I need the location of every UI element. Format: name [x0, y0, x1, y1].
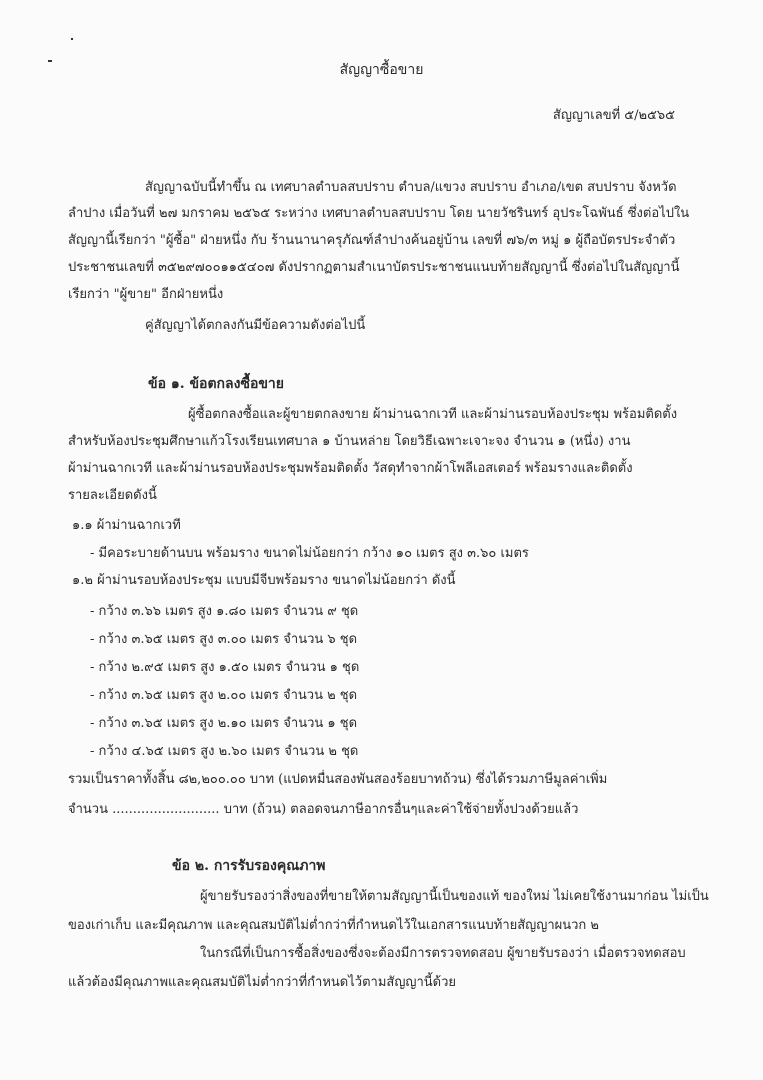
- size-list-item: - กว้าง ๓.๖๖ เมตร สูง ๑.๘๐ เมตร จำนวน ๙ ชุด: [90, 604, 359, 619]
- intro-line: สัญญาฉบับนี้ทำขึ้น ณ เทศบาลตำบลสบปราบ ตำบล/แขวง สบปราบ อำเภอ/เขต สบปราบ จังหวัด: [145, 180, 677, 195]
- section-2-para-line: แล้วต้องมีคุณภาพและคุณสมบัติไม่ต่ำกว่าที่กำหนดไว้ตามสัญญานี้ด้วย: [68, 975, 457, 990]
- intro-line: สัญญานี้เรียกว่า "ผู้ซื้อ" ฝ่ายหนึ่ง กับ ร้านนานาครุภัณฑ์ลำปางค้นอยู่บ้าน เลขที่ ๗๖/๓ หมู่ ๑ ผู้ถือบัตรประจำตัว: [68, 233, 676, 248]
- item-1-1: ๑.๑ ผ้าม่านฉากเวที: [72, 518, 181, 533]
- agreement-line: คู่สัญญาได้ตกลงกันมีข้อความดังต่อไปนี้: [145, 318, 366, 333]
- size-list-item: - กว้าง ๔.๖๕ เมตร สูง ๒.๖๐ เมตร จำนวน ๒ ชุด: [90, 744, 359, 759]
- section-2-para-line: ของเก่าเก็บ และมีคุณภาพ และคุณสมบัติไม่ต่ำกว่าที่กำหนดไว้ในเอกสารแนบท้ายสัญญาผนวก ๒: [68, 918, 600, 933]
- amount-line: จำนวน .......................... บาท (ถ้วน) ตลอดจนภาษีอากรอื่นๆและค่าใช้จ่ายทั้งปวงด้วยแล้ว: [68, 802, 579, 817]
- total-price-line: รวมเป็นราคาทั้งสิ้น ๘๒,๒๐๐.๐๐ บาท (แปดหมื่นสองพันสองร้อยบาทถ้วน) ซึ่งได้รวมภาษีมูลค่าเพิ่ม: [68, 772, 608, 787]
- size-list-item: - กว้าง ๓.๖๕ เมตร สูง ๓.๐๐ เมตร จำนวน ๖ ชุด: [90, 632, 358, 647]
- section-2-heading: ข้อ ๒. การรับรองคุณภาพ: [172, 858, 326, 874]
- item-1-2: ๑.๒ ผ้าม่านรอบห้องประชุม แบบมีจีบพร้อมราง ขนาดไม่น้อยกว่า ดังนี้: [72, 573, 456, 588]
- document-title: สัญญาซื้อขาย: [339, 62, 424, 78]
- item-1-1-detail: - มีคอระบายด้านบน พร้อมราง ขนาดไม่น้อยกว่า กว้าง ๑๐ เมตร สูง ๓.๖๐ เมตร: [90, 546, 529, 561]
- section-1-para-line: ผ้าม่านฉากเวที และผ้าม่านรอบห้องประชุมพร้อมติดตั้ง วัสดุทำจากผ้าโพลีเอสเตอร์ พร้อมรางและติดตั้ง: [68, 461, 633, 476]
- section-1-para-line: รายละเอียดดังนี้: [68, 488, 157, 503]
- size-list-item: - กว้าง ๒.๙๕ เมตร สูง ๑.๕๐ เมตร จำนวน ๑ ชุด: [90, 660, 360, 675]
- section-2-para-line: ในกรณีที่เป็นการซื้อสิ่งของซึ่งจะต้องมีการตรวจทดสอบ ผู้ขายรับรองว่า เมื่อตรวจทดสอบ: [200, 946, 686, 961]
- size-list-item: - กว้าง ๓.๖๕ เมตร สูง ๒.๐๐ เมตร จำนวน ๒ ชุด: [90, 688, 358, 703]
- section-1-para-line: สำหรับห้องประชุมศึกษาแก้วโรงเรียนเทศบาล ๑ บ้านหล่าย โดยวิธีเฉพาะเจาะจง จำนวน ๑ (หนึ่ง) งาน: [68, 434, 631, 449]
- size-list-item: - กว้าง ๓.๖๕ เมตร สูง ๒.๑๐ เมตร จำนวน ๑ ชุด: [90, 716, 358, 731]
- intro-line: เรียกว่า "ผู้ขาย" อีกฝ่ายหนึ่ง: [68, 287, 224, 302]
- section-1-heading: ข้อ ๑. ข้อตกลงซื้อขาย: [148, 376, 284, 392]
- scan-speck: [71, 38, 73, 40]
- section-2-para-line: ผู้ขายรับรองว่าสิ่งของที่ขายให้ตามสัญญานี้เป็นของแท้ ของใหม่ ไม่เคยใช้งานมาก่อน ไม่เป็น: [200, 889, 709, 904]
- contract-number: สัญญาเลขที่ ๕/๒๕๖๕: [552, 108, 675, 123]
- section-1-para-line: ผู้ซื้อตกลงซื้อและผู้ขายตกลงขาย ผ้าม่านฉากเวที และผ้าม่านรอบห้องประชุม พร้อมติดตั้ง: [188, 407, 678, 422]
- intro-line: ลำปาง เมื่อวันที่ ๒๗ มกราคม ๒๕๖๕ ระหว่าง เทศบาลตำบลสบปราบ โดย นายวัชรินทร์ อุประโฉพันธ์ ซึ่งต่อไปใน: [68, 206, 690, 221]
- intro-line: ประชาชนเลขที่ ๓๕๒๙๗๐๐๑๑๕๔๐๗ ดังปรากฏตามสำเนาบัตรประชาชนแนบท้ายสัญญานี้ ซึ่งต่อไปในสัญญานี้: [68, 260, 680, 275]
